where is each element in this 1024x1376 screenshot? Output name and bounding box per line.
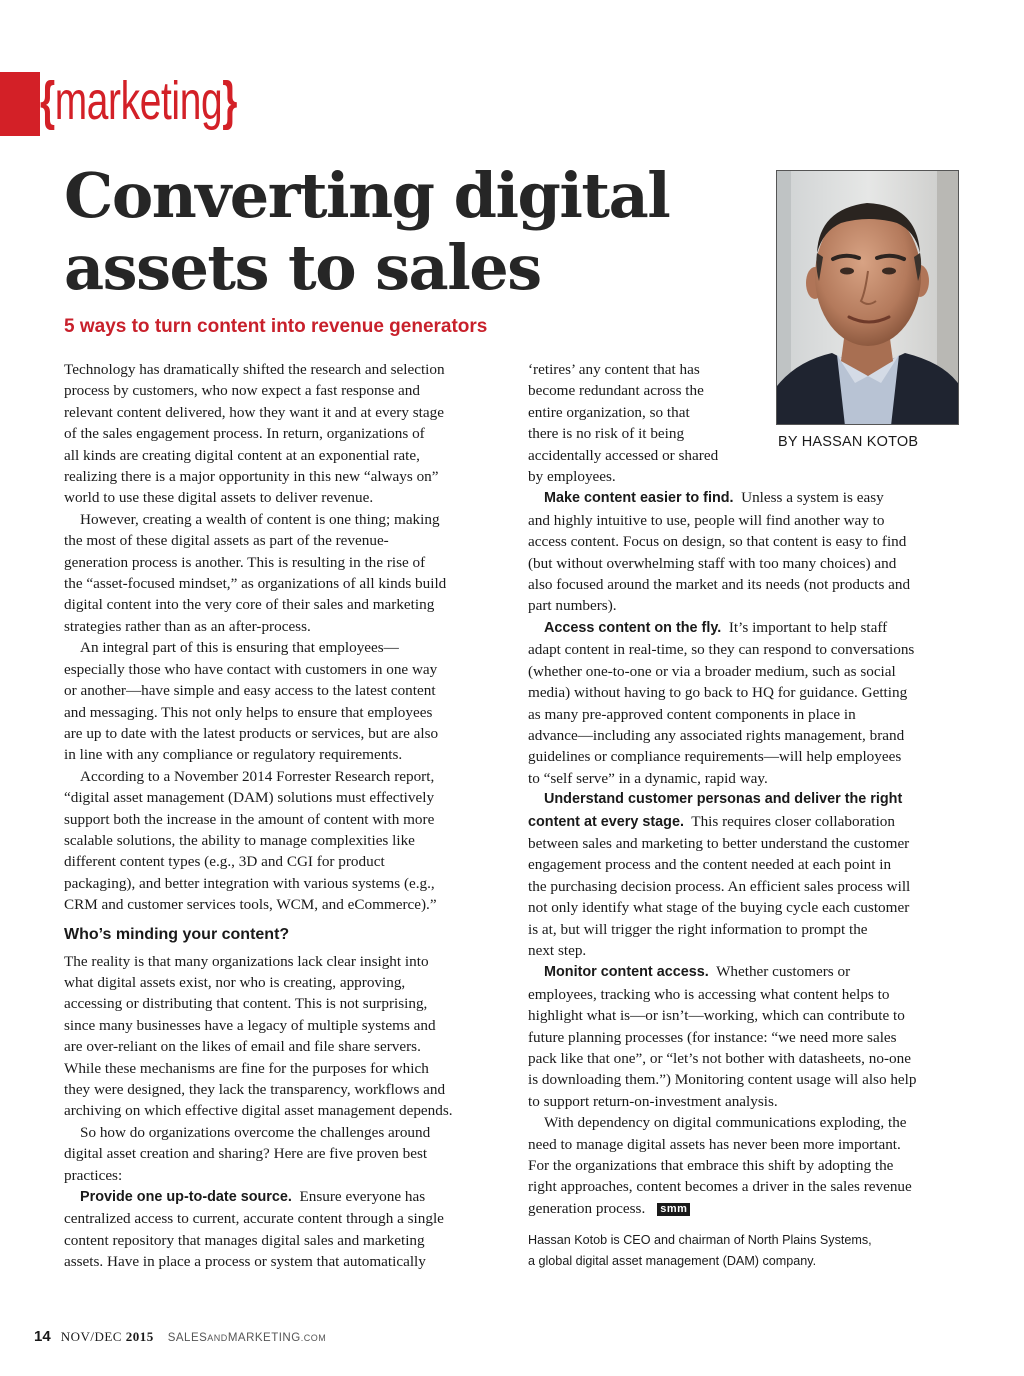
- text-line: CRM and customer services tools, WCM, and eCommerce).”: [64, 896, 437, 914]
- text-line: adapt content in real-time, so they can respond to conversations: [528, 641, 915, 659]
- paragraph-tip-1: [64, 1186, 504, 1273]
- text-line: employees, tracking who is accessing what content helps to: [528, 985, 890, 1003]
- text-line: become redundant across the: [528, 382, 704, 400]
- text-line: ‘retires’ any content that has: [528, 361, 700, 378]
- text-line: So how do organizations overcome the challenges around: [80, 1123, 431, 1141]
- text-line: media) without having to go back to HQ for guidance. Getting: [528, 684, 908, 702]
- paragraph-tip-5: [528, 961, 968, 1112]
- issue-date: [61, 1329, 154, 1344]
- byline: BY HASSAN KOTOB: [778, 434, 919, 450]
- tip-heading: content at every stage.: [528, 813, 684, 830]
- text-line: [64, 1186, 504, 1208]
- bio-line: Hassan Kotob is CEO and chairman of North Plains Systems,: [528, 1233, 872, 1247]
- site-part: AND: [207, 1333, 228, 1343]
- text-line: An integral part of this is ensuring that employees—: [80, 639, 399, 657]
- tip-heading: Provide one up-to-date source.: [80, 1189, 292, 1206]
- text-line: [528, 487, 968, 509]
- text-line: [528, 617, 968, 639]
- paragraph-tip-3: [528, 617, 968, 789]
- page-footer: [34, 1328, 326, 1345]
- text-line: With dependency on digital communications exploding, the: [544, 1114, 907, 1132]
- text-line: accidentally accessed or shared: [528, 446, 719, 464]
- issue-year: 2015: [125, 1329, 154, 1344]
- article-headline: [64, 160, 764, 304]
- text-line: or another—have simple and easy access to the latest content: [64, 682, 436, 700]
- section-label: [40, 66, 237, 136]
- text-line: what digital assets exist, nor who is creating, approving,: [64, 973, 406, 991]
- text-line: is downloading them.”) Monitoring content usage will also help: [528, 1071, 917, 1089]
- bio-line: a global digital asset management (DAM) company.: [528, 1254, 817, 1268]
- text-line: [528, 961, 968, 983]
- text-run: Ensure everyone has: [299, 1188, 426, 1206]
- paragraph-tip-2: [528, 487, 968, 616]
- text-line: to “self serve” in a dynamic, rapid way.: [528, 769, 768, 787]
- text-line: Technology has dramatically shifted the research and selection: [64, 361, 445, 378]
- text-line: in line with any compliance or regulatory requirements.: [64, 746, 403, 764]
- text-line: also focused around the market and its needs (not products and: [528, 576, 911, 594]
- subhead: Who’s minding your content?: [64, 925, 290, 943]
- text-line: practices:: [64, 1166, 123, 1184]
- text-line: scalable solutions, the ability to manage complexities like: [64, 831, 415, 849]
- text-line: advance—including any associated rights management, brand: [528, 726, 905, 744]
- text-line: next step.: [528, 941, 587, 959]
- site-part: MARKETING: [227, 1332, 301, 1344]
- text-line: need to manage digital assets has never been more important.: [528, 1135, 901, 1153]
- text-line: is at, but will trigger the right information to prompt the: [528, 920, 868, 938]
- text-line: of the sales engagement process. In return, organizations of: [64, 425, 425, 443]
- headline-line-1: Converting digital: [64, 159, 670, 232]
- text-run: generation process.: [528, 1199, 646, 1217]
- text-line: However, creating a wealth of content is one thing; making: [80, 510, 440, 528]
- text-line: the most of these digital assets as part of the revenue-: [64, 532, 389, 550]
- text-line: highlight what is—or isn’t—working, which can contribute to: [528, 1007, 905, 1025]
- text-line: (whether one-to-one or via a broader medium, such as social: [528, 662, 896, 680]
- text-line: process by customers, who now expect a fast response and: [64, 382, 420, 400]
- text-line: The reality is that many organizations lack clear insight into: [64, 952, 429, 970]
- text-line: especially those who have contact with customers in one way: [64, 660, 438, 678]
- text-line: guidelines or compliance requirements—will help employees: [528, 748, 902, 766]
- paragraph: [64, 509, 504, 637]
- text-run: Whether customers or: [716, 963, 851, 981]
- text-run: Unless a system is easy: [741, 489, 884, 507]
- paragraph-conclusion: [528, 1112, 968, 1219]
- text-line: right approaches, content becomes a driver in the sales revenue: [528, 1178, 912, 1196]
- text-line: support both the increase in the amount of content with more: [64, 810, 435, 828]
- text-run: It’s important to help staff: [728, 618, 888, 636]
- text-line: are over-reliant on the likes of email and file share servers.: [64, 1038, 421, 1056]
- text-line: to support return-on-investment analysis.: [528, 1092, 778, 1110]
- text-line: packaging), and better integration with various systems (e.g.,: [64, 874, 435, 892]
- text-run: This requires closer collaboration: [691, 812, 895, 830]
- issue-month: NOV/DEC: [60, 1329, 126, 1344]
- text-line: there is no risk of it being: [528, 425, 685, 443]
- text-line: engagement process and the content needed at each point in: [528, 856, 892, 874]
- tip-heading: Make content easier to find.: [544, 490, 734, 507]
- text-line: world to use these digital assets to deliver revenue.: [64, 489, 374, 507]
- text-line: relevant content delivered, how they want it and at every stage: [64, 403, 444, 421]
- text-line: not only identify what stage of the buying cycle each customer: [528, 899, 910, 917]
- paragraph-quote: [64, 766, 504, 916]
- text-line: since many businesses have a legacy of multiple systems and: [64, 1016, 436, 1034]
- paragraph: [64, 951, 504, 1122]
- headline-line-2: assets to sales: [64, 231, 541, 304]
- text-line: access content. Focus on design, so that content is easy to find: [528, 533, 907, 551]
- text-line: “digital asset management (DAM) solutions must effectively: [64, 789, 435, 807]
- article-deck: 5 ways to turn content into revenue generators: [64, 316, 488, 337]
- text-line: assets. Have in place a process or system that automatically: [64, 1253, 426, 1271]
- text-line: part numbers).: [528, 597, 617, 615]
- section-close-bracket: }: [222, 71, 238, 131]
- paragraph-tip-4: [528, 789, 968, 961]
- author-bio: [528, 1230, 872, 1272]
- text-line: the “asset-focused mindset,” as organizations of all kinds build: [64, 575, 447, 593]
- text-line: [528, 1198, 968, 1219]
- paragraph-continued: [528, 359, 968, 487]
- text-line: realizing there is a major opportunity in this new “always on”: [64, 468, 439, 486]
- text-line: different content types (e.g., 3D and CGI for product: [64, 853, 385, 871]
- text-line: the purchasing decision process. An efficient sales process will: [528, 877, 911, 895]
- text-line: For the organizations that embrace this shift by adopting the: [528, 1157, 894, 1175]
- section-open-bracket: {: [40, 71, 55, 131]
- tip-heading: Understand customer personas and deliver the right: [544, 791, 903, 808]
- text-line: are up to date with the latest products or services, but are also: [64, 724, 439, 742]
- section-name: marketing: [54, 71, 223, 131]
- text-line: by employees.: [528, 468, 616, 486]
- paragraph: [64, 637, 504, 765]
- site-part: SALES: [167, 1332, 208, 1344]
- text-line: they were designed, they lack the transparency, workflows and: [64, 1081, 446, 1098]
- text-line: (but without overwhelming staff with too many choices) and: [528, 554, 897, 572]
- end-mark-icon: smm: [657, 1203, 690, 1216]
- section-color-bar: [0, 72, 40, 136]
- text-line: generation process is another. This is resulting in the rise of: [64, 553, 426, 571]
- text-line: all kinds are creating digital content at an exponential rate,: [64, 446, 420, 464]
- site-part: .COM: [300, 1333, 327, 1343]
- text-line: pack like that one”, or “let’s not bother with datasheets, no-one: [528, 1050, 911, 1067]
- magazine-site: [168, 1332, 326, 1344]
- body-column-right: [528, 359, 968, 1219]
- body-column-left: [64, 359, 504, 1273]
- text-line: and messaging. This not only helps to ensure that employees: [64, 703, 433, 721]
- text-line: centralized access to current, accurate content through a single: [64, 1210, 444, 1228]
- text-line: According to a November 2014 Forrester Research report,: [80, 767, 435, 785]
- text-line: between sales and marketing to better understand the customer: [528, 834, 910, 852]
- text-line: as many pre-approved content components in place in: [528, 705, 856, 723]
- tip-heading: Access content on the fly.: [544, 619, 722, 636]
- text-line: accessing or distributing that content. This is not surprising,: [64, 995, 428, 1013]
- text-line: archiving on which effective digital asset management depends.: [64, 1102, 453, 1120]
- text-line: entire organization, so that: [528, 403, 690, 421]
- text-line: While these mechanisms are fine for the purposes for which: [64, 1059, 429, 1077]
- tip-heading: Monitor content access.: [544, 964, 709, 981]
- page-number: 14: [34, 1328, 51, 1345]
- text-line: digital content into the very core of their sales and marketing: [64, 596, 435, 614]
- text-line: [528, 811, 968, 833]
- text-line: content repository that manages digital sales and marketing: [64, 1231, 425, 1249]
- text-line: and highly intuitive to use, people will find another way to: [528, 511, 885, 529]
- text-line: digital asset creation and sharing? Here are five proven best: [64, 1145, 428, 1163]
- text-line: future planning processes (for instance: “we need more sales: [528, 1028, 897, 1046]
- text-line: strategies rather than as an after-process.: [64, 617, 311, 635]
- paragraph-intro: [64, 359, 504, 509]
- paragraph: [64, 1122, 504, 1186]
